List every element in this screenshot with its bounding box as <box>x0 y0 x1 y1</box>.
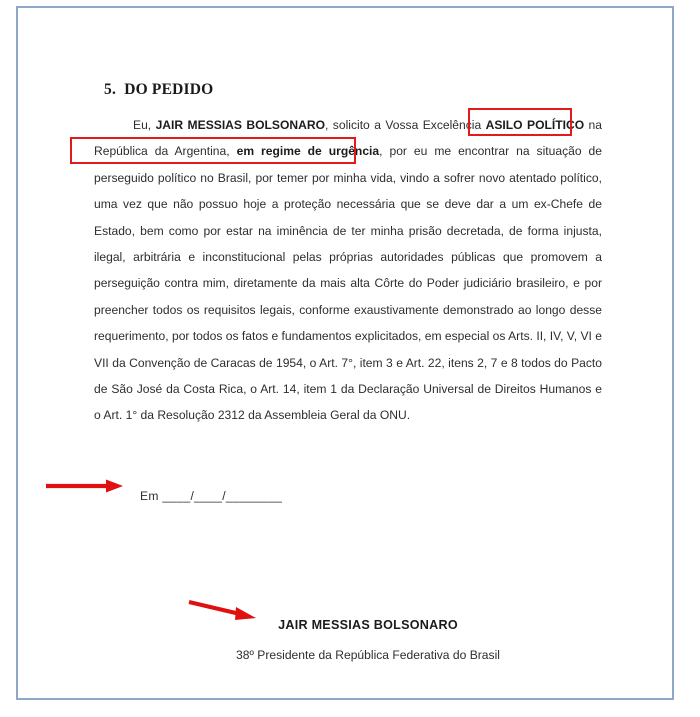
signature-name: JAIR MESSIAS BOLSONARO <box>278 618 458 632</box>
highlighted-term-republica-argentina: República da Argentina, <box>94 144 237 159</box>
arrow-icon-signature <box>186 596 262 626</box>
request-paragraph <box>94 112 602 429</box>
highlighted-term-asilo-politico: ASILO POLÍTICO <box>485 118 585 132</box>
text-intro: Eu, <box>133 118 156 132</box>
date-field-line: Em ____/____/________ <box>140 489 283 503</box>
page-title <box>104 81 213 99</box>
heading-spacer <box>116 81 124 98</box>
text-solicito: , solicito a Vossa Excelência <box>325 118 486 132</box>
highlighted-term-regime-urgencia: em regime de urgência <box>236 144 380 159</box>
text-na: na <box>584 118 602 132</box>
section-number: 5. <box>104 80 117 98</box>
arrow-icon-date-line <box>44 478 126 494</box>
document-page <box>16 6 674 700</box>
text-remainder: , por eu me encontrar na situação de perseguido político no Brasil, por temer por minha vida, vindo a sofrer novo atentado político, uma vez que não possuo hoje a proteção necessária que se deve dar a um ex-Chefe de Estado, bem como por estar na iminência de ter minha prisão decretada, de forma injusta, ilegal, arbitrária e inconstitucional pelas próprias autoridades públicas que promovem a perseguição contra mim, diretamente da mais alta Côrte do Poder judiciário brasileiro, e por preencher todos os requisitos legais, conforme exaustivamente demonstrado ao longo desse requerimento, por todos os fatos e fundamentos explicitados, em especial os Arts. II, IV, V, VI e VII da Convenção de Caracas de 1954, o Art. 7°, item 3 e Art. 22, itens 2, 7 e 8 todos do Pacto de São José da Costa Rica, o Art. 14, item 1 da Declaração Universal de Direitos Humanos e o Art. 1° da Resolução 2312 da Assembleia Geral da ONU. <box>94 144 602 423</box>
applicant-name-inline: JAIR MESSIAS BOLSONARO <box>155 118 326 132</box>
section-heading-text: DO PEDIDO <box>124 80 214 98</box>
signature-title: 38º Presidente da República Federativa do Brasil <box>236 648 500 662</box>
paragraph-text <box>94 112 602 429</box>
